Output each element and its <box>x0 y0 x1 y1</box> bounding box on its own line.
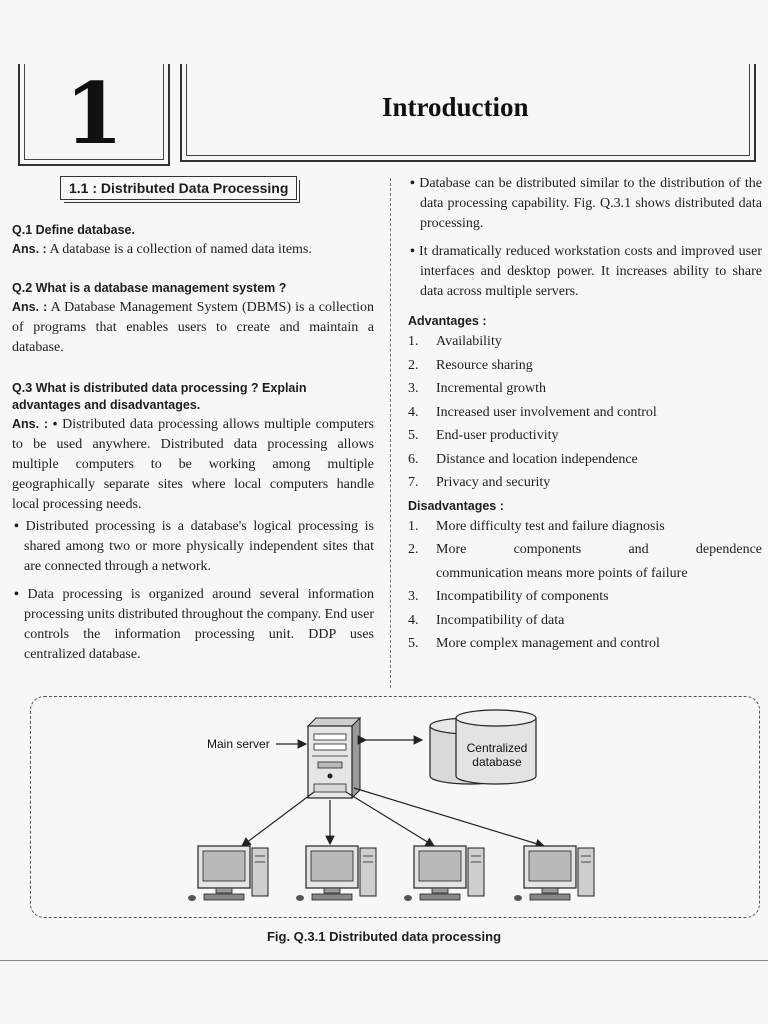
advantage-text: End-user productivity <box>436 428 559 443</box>
disadvantage-item <box>408 515 762 539</box>
distributed-processing-diagram <box>30 696 760 918</box>
disadvantage-item <box>408 585 762 609</box>
client-computer-icon <box>404 846 484 901</box>
advantage-text: Privacy and security <box>436 475 551 490</box>
advantage-text: Availability <box>436 334 502 349</box>
question-2: Q.2 What is a database management system ? <box>12 281 287 295</box>
answer-3-bullet-2: • Data processing is organized around several information processing units distributed throughout the company. End user controls the information processing unit. DDP uses centralized database. <box>12 585 374 665</box>
main-server-label: Main server <box>207 737 270 751</box>
chapter-number: 1 <box>64 64 124 163</box>
disadvantage-text: More difficulty test and failure diagnosis <box>436 518 665 534</box>
answer-label: Ans. : <box>12 242 47 256</box>
advantage-item <box>408 354 762 378</box>
advantage-item <box>408 401 762 425</box>
chapter-title-box <box>180 64 756 162</box>
answer-label: Ans. : • <box>12 417 58 431</box>
client-computers <box>188 846 594 901</box>
column-divider <box>390 178 391 688</box>
disadvantage-item <box>408 609 762 633</box>
advantage-number: 6. <box>408 451 419 467</box>
client-computer-icon <box>188 846 268 901</box>
database-label-line-2: database <box>472 755 522 769</box>
right-column <box>408 174 762 656</box>
question-3: Q.3 What is distributed data processing ? Explain advantages and disadvantages. <box>12 381 307 412</box>
section-heading: 1.1 : Distributed Data Processing <box>60 176 297 200</box>
advantage-number: 2. <box>408 357 419 373</box>
advantage-number: 7. <box>408 475 419 490</box>
disadvantage-text-line-1: More components and dependence <box>436 542 762 557</box>
right-bullet-2: • It dramatically reduced workstation costs and improved user interfaces and desktop power. It increases ability to share data across multiple servers. <box>408 242 762 302</box>
disadvantage-number: 3. <box>408 589 419 604</box>
answer-3: Ans. : • Distributed data processing allows multiple computers to be used anywhere. Distributed data processing allows multiple computers to be working among multiple geographically separate sites where local computers handle local processing needs. <box>12 417 375 512</box>
advantage-number: 1. <box>408 334 419 349</box>
answer-3-bullet-1: • Distributed processing is a database's logical processing is shared among two or more physically independent sites that are connected through a network. <box>12 517 374 577</box>
left-column <box>12 176 374 665</box>
client-computer-icon <box>514 846 594 901</box>
server-icon <box>308 718 360 798</box>
advantages-list <box>408 330 762 495</box>
disadvantage-number: 4. <box>408 612 419 628</box>
advantage-text: Incremental growth <box>436 381 547 396</box>
answer-2: Ans. : A Database Management System (DBMS) is a collection of programs that enables users to create and maintain a database. <box>12 300 374 355</box>
answer-label: Ans. : <box>12 300 48 314</box>
advantage-item <box>408 377 762 401</box>
disadvantages-heading: Disadvantages : <box>408 498 504 513</box>
disadvantage-number: 5. <box>408 636 419 651</box>
advantage-text: Resource sharing <box>436 357 533 373</box>
page-bottom-rule <box>0 960 768 961</box>
answer-1: Ans. : A database is a collection of named data items. <box>12 242 312 257</box>
disadvantage-item <box>408 632 762 656</box>
disadvantage-text: Incompatibility of components <box>436 589 609 604</box>
advantage-number: 5. <box>408 428 419 443</box>
chapter-number-box <box>18 64 170 166</box>
right-bullet-1: • Database can be distributed similar to the distribution of the data processing capability. Fig. Q.3.1 shows distributed data processing. <box>408 174 762 234</box>
disadvantage-number: 2. <box>408 542 419 557</box>
chapter-title: Introduction <box>382 92 529 122</box>
disadvantage-text-line-2: communication means more points of failure <box>436 565 688 581</box>
client-computer-icon <box>296 846 376 901</box>
question-1: Q.1 Define database. <box>12 223 135 237</box>
disadvantages-list <box>408 515 762 656</box>
advantage-text: Distance and location independence <box>436 451 638 467</box>
disadvantage-number: 1. <box>408 518 419 534</box>
advantage-text: Increased user involvement and control <box>436 404 657 420</box>
advantage-item <box>408 471 762 495</box>
advantages-heading: Advantages : <box>408 314 487 328</box>
disadvantage-text <box>436 538 762 585</box>
advantage-item <box>408 424 762 448</box>
figure-caption: Fig. Q.3.1 Distributed data processing <box>266 929 502 944</box>
disadvantage-text: Incompatibility of data <box>436 612 565 628</box>
advantage-item <box>408 448 762 472</box>
disadvantage-item <box>408 538 762 585</box>
advantage-number: 3. <box>408 381 419 396</box>
disadvantage-text: More complex management and control <box>436 636 660 651</box>
advantage-item <box>408 330 762 354</box>
database-label-line-1: Centralized <box>466 741 528 755</box>
advantage-number: 4. <box>408 404 419 420</box>
